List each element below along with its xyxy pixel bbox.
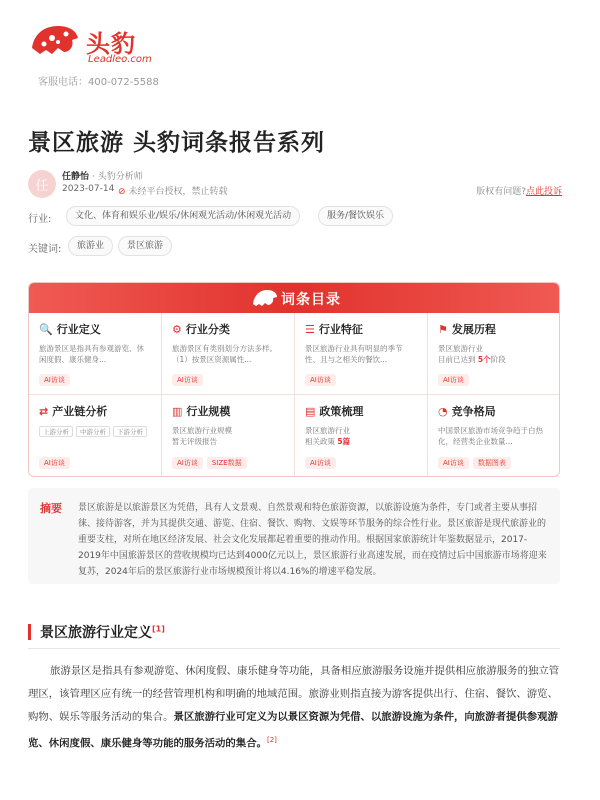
industry-label: 行业: [28,214,52,225]
desc-line [438,354,551,365]
abstract-box [28,488,560,584]
catalog-item-title: 行业定义 [56,323,101,336]
catalog-item-title: 行业分类 [185,323,230,336]
reference-link[interactable]: [2] [266,736,277,744]
ai-interview-tag[interactable]: AI访谈 [305,457,336,469]
keyword-chip[interactable]: 旅游业 [68,236,113,256]
catalog-item-heading [305,321,417,337]
catalog-item-competition[interactable] [428,395,560,477]
catalog-header [29,283,560,313]
catalog-item-desc [438,343,551,365]
catalog-item-desc: 旅游景区有类别划分方法多样。（1）按景区资源属性... [172,344,277,364]
catalog-item-chain[interactable] [29,395,162,477]
catalog-item-title: 行业特征 [318,323,363,336]
catalog-item-tags [438,450,515,469]
policy-count: 5篇 [337,437,351,446]
catalog-item-desc [305,425,417,447]
catalog-item-tags [172,367,207,386]
bar-chart-icon: ▥ [172,405,183,418]
section-divider [28,648,560,649]
catalog-item-desc [172,425,284,447]
catalog-item-heading [305,403,417,419]
swap-icon: ⇄ [39,405,49,418]
industry-chip[interactable]: 文化、体育和娱乐业/娱乐/休闲观光活动/休闲观光活动 [66,206,300,226]
desc-text: 阶段 [490,355,506,364]
catalog-item-tags [305,450,340,469]
ai-interview-tag[interactable]: AI访谈 [438,374,469,386]
catalog-item-title: 发展历程 [451,323,496,336]
abstract-label: 摘要 [40,502,62,515]
section-accent-bar [28,624,31,640]
reference-link[interactable]: [1] [152,624,165,634]
desc-text: 相关政策 [305,437,338,446]
page-title: 景区旅游 头豹词条报告系列 [28,130,326,156]
document-icon: ▤ [305,405,316,418]
stage-count: 5个 [477,355,491,364]
desc-line [305,436,417,447]
catalog-item-tags [438,367,473,386]
definition-paragraph [28,660,560,755]
search-icon: 🔍 [39,323,53,336]
catalog-item-title: 政策梳理 [319,405,364,418]
hierarchy-icon: ⚙ [172,323,182,336]
industry-chip[interactable]: 服务/餐饮娱乐 [318,206,393,226]
ai-interview-tag[interactable]: AI访谈 [172,374,203,386]
desc-line: 暂无评级报告 [172,437,217,446]
author-role: · 头豹分析师 [92,172,143,182]
desc-line: 景区旅游行业规模 [172,426,232,435]
section-title [40,622,165,642]
catalog-item-definition[interactable] [29,313,162,395]
leopard-icon [251,286,279,310]
definition-bold-text: 景区旅游行业可定义为以景区资源为凭借、以旅游设施为条件，向旅游者提供参观游览、休闲度假、康乐健身等功能的服务活动的集合。 [28,711,558,750]
catalog-item-policy[interactable] [295,395,428,477]
catalog-item-heading [438,403,551,419]
abstract-text: 景区旅游是以旅游景区为凭借，具有人文景观、自然景观和特色旅游资源，以旅游设施为条件，专门或者主要从事招徕、接待游客，并为其提供交通、游览、住宿、餐饮、购物、文娱等环节服务的综合性行业。景区旅游是现代旅游业的重要支柱，对所在地区经济发展、社会文化发展都起着重要的推动作用。根据国家旅游统计年鉴数据显示，2017-2019年中国旅游景区的营收规模均已达到4000亿元以上，景区旅游行业高速发展，而在疫情过后中国旅游市场将迎来复苏，2024年后的景区旅游行业市场规模预计将以4.16%的增速平稳发展。 [78,503,547,577]
copyright-feedback [476,184,562,197]
flag-icon: ⚑ [438,323,448,336]
downstream-tag[interactable]: 下游分析 [113,426,147,437]
ai-interview-tag[interactable]: AI访谈 [172,457,203,469]
catalog-item-heading [438,321,551,337]
ban-icon: ⊘ [118,187,126,197]
pie-chart-icon: ◔ [438,405,448,418]
catalog-item-classification[interactable] [162,313,295,395]
brand-name-en: Leadleo.com [88,54,152,65]
top-strip [0,0,600,6]
catalog-item-heading [172,321,284,337]
catalog-item-tags [39,367,74,386]
keywords-label: 关键词: [28,244,62,255]
catalog-item-heading [172,403,284,419]
upstream-tag[interactable]: 上游分析 [39,426,73,437]
catalog-item-scale[interactable] [162,395,295,477]
data-chart-tag[interactable]: 数据图表 [473,457,511,469]
author-avatar[interactable]: 任 [28,170,56,198]
catalog-item-history[interactable] [428,313,560,395]
ai-interview-tag[interactable]: AI访谈 [305,374,336,386]
catalog-item-heading [39,403,151,419]
desc-line: 景区旅游行业 [438,344,483,353]
copyright-text: 未经平台授权，禁止转载 [128,187,228,197]
definition-text: 旅游景区是指具有参观游览、休闲度假、康乐健身等功能，具备相应旅游服务设施并提供相应旅游服务的独立管理区，该管理区应有统一的经营管理机构和明确的地域范围。旅游业则指直接为游客提供出行、住宿、餐饮、游览、购物、娱乐等服务活动的集合。 [28,665,560,723]
catalog-item-heading [39,321,151,337]
leadleo-logo[interactable] [28,18,152,68]
brand-name-cn: 头豹 [86,30,136,58]
author-line [62,169,143,182]
catalog-item-desc: 景区旅游行业具有明显的季节性、且与之相关的餐饮... [305,344,403,364]
desc-line: 景区旅游行业 [305,426,350,435]
catalog-title: 词条目录 [281,292,341,308]
catalog-item-title: 竞争格局 [451,405,496,418]
complaint-link[interactable]: 点此投诉 [525,187,562,197]
feedback-prefix: 版权有问题? [476,187,526,197]
desc-text: 目前已达到 [438,355,478,364]
keyword-chip[interactable]: 景区旅游 [118,236,172,256]
section-title-text: 景区旅游行业定义 [40,625,152,641]
copyright-notice [118,184,228,197]
catalog-panel [28,282,560,477]
author-name[interactable]: 任静怡 [62,172,90,182]
catalog-item-title: 产业链分析 [52,405,108,418]
leopard-logo-icon [28,18,82,62]
ai-interview-tag[interactable]: AI访谈 [39,374,70,386]
size-data-tag[interactable]: SIZE数据 [207,457,247,469]
catalog-item-desc: 旅游景区是指具有参观游览、休闲度假、康乐健身... [39,344,144,364]
ai-interview-tag[interactable]: AI访谈 [438,457,469,469]
customer-hotline: 客服电话：400-072-5588 [38,77,159,88]
publish-date: 2023-07-14 [62,184,115,194]
midstream-tag[interactable]: 中游分析 [76,426,110,437]
catalog-item-tags [305,367,340,386]
catalog-item-title: 行业规模 [186,405,231,418]
list-icon: ☰ [305,323,315,336]
catalog-item-tags [172,450,251,469]
catalog-item-features[interactable] [295,313,428,395]
chain-subtags [39,419,151,438]
catalog-item-desc: 中国景区旅游市场竞争趋于白热化，经营类企业数量... [438,426,543,446]
catalog-item-tags [39,450,74,469]
ai-interview-tag[interactable]: AI访谈 [39,457,70,469]
